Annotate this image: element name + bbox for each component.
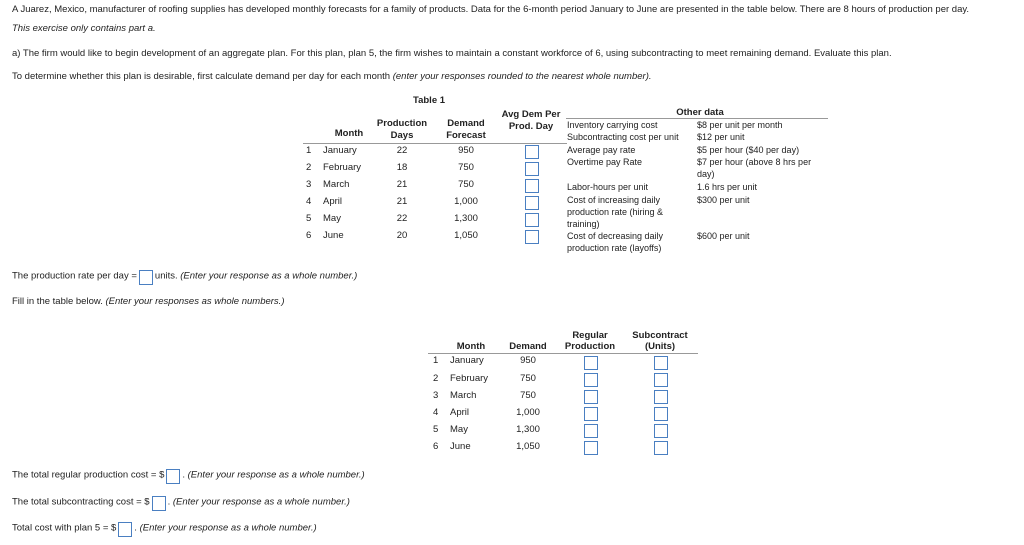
row-month: April: [450, 407, 470, 418]
t2-header-month: Month: [456, 341, 486, 352]
col-header-avg-dem: Avg Dem Per: [501, 109, 561, 120]
col-header-days: Days: [390, 130, 414, 141]
row-number: 4: [306, 196, 312, 207]
row-number: 4: [433, 407, 439, 418]
row-demand: 750: [458, 179, 474, 190]
total-cost-question: [12, 522, 317, 534]
regular-production-input-march[interactable]: [584, 390, 598, 404]
subcontract-cost-input[interactable]: [152, 496, 166, 511]
subcontract-cost-question: [12, 496, 350, 508]
table-2-header-divider: [428, 353, 698, 354]
row-month: February: [323, 162, 362, 173]
row-number: 3: [433, 390, 439, 401]
production-rate-question: [12, 270, 357, 282]
row-number: 6: [306, 230, 312, 241]
fill-table-hint: (Enter your responses as whole numbers.): [105, 296, 285, 307]
other-label: Overtime pay Rate: [567, 157, 643, 167]
row-month: May: [323, 213, 341, 224]
other-value: $12 per unit: [697, 132, 745, 142]
row-days: 21: [396, 196, 408, 207]
subcontract-input-may[interactable]: [654, 424, 668, 438]
subcontract-input-january[interactable]: [654, 356, 668, 370]
row-demand: 750: [458, 162, 474, 173]
instruction-hint: (enter your responses rounded to the nearest whole number).: [392, 71, 652, 82]
row-month: March: [323, 179, 350, 190]
row-month: April: [323, 196, 343, 207]
other-label: Cost of increasing daily: [567, 195, 661, 205]
subcontract-input-february[interactable]: [654, 373, 668, 387]
col-header-forecast: Forecast: [446, 130, 486, 141]
avg-demand-input-may[interactable]: [525, 213, 539, 227]
row-demand: 1,000: [454, 196, 478, 207]
row-demand: 950: [520, 355, 536, 366]
row-number: 2: [433, 373, 439, 384]
row-number: 3: [306, 179, 312, 190]
total-cost-input[interactable]: [118, 522, 132, 537]
total-cost-label: Total cost with plan 5 = $: [12, 522, 117, 534]
t2-header-units: (Units): [644, 341, 676, 352]
row-number: 1: [433, 355, 439, 366]
row-demand: 1,050: [516, 441, 540, 452]
col-header-other-data: Other data: [676, 107, 724, 118]
other-value: day): [697, 169, 715, 179]
intro-text: A Juarez, Mexico, manufacturer of roofing supplies has developed monthly forecasts for a family of products. Data for the 6-month period January to June are presented in the table below. There are 8 hours of production per day.: [12, 4, 970, 15]
avg-demand-input-june[interactable]: [525, 230, 539, 244]
t2-header-production: Production: [564, 341, 616, 352]
exercise-note: This exercise only contains part a.: [12, 23, 156, 34]
regular-production-input-april[interactable]: [584, 407, 598, 421]
other-label: Cost of decreasing daily: [567, 231, 664, 241]
row-days: 22: [396, 145, 408, 156]
row-number: 5: [433, 424, 439, 435]
t2-header-regular: Regular: [572, 330, 608, 341]
row-month: January: [323, 145, 357, 156]
row-number: 5: [306, 213, 312, 224]
regular-cost-label: The total regular production cost = $: [12, 469, 165, 481]
regular-production-input-january[interactable]: [584, 356, 598, 370]
row-number: 2: [306, 162, 312, 173]
row-demand: 1,000: [516, 407, 540, 418]
instruction-main: To determine whether this plan is desirable, first calculate demand per day for each month: [12, 71, 391, 82]
row-month: May: [450, 424, 468, 435]
production-rate-hint: (Enter your response as a whole number.): [180, 270, 358, 282]
subcontract-input-march[interactable]: [654, 390, 668, 404]
row-number: 1: [306, 145, 312, 156]
col-header-prod-day: Prod. Day: [508, 121, 554, 132]
other-label: Inventory carrying cost: [567, 120, 658, 130]
other-value: $7 per hour (above 8 hrs per: [697, 157, 812, 167]
avg-demand-input-march[interactable]: [525, 179, 539, 193]
col-header-production: Production: [376, 118, 428, 129]
avg-demand-input-april[interactable]: [525, 196, 539, 210]
other-data-divider: [566, 118, 828, 119]
col-header-demand: Demand: [447, 118, 485, 129]
instruction-text: [12, 71, 652, 82]
regular-production-input-june[interactable]: [584, 441, 598, 455]
subcontract-input-june[interactable]: [654, 441, 668, 455]
row-demand: 950: [458, 145, 474, 156]
other-label: Labor-hours per unit: [567, 182, 649, 192]
total-cost-period: .: [134, 522, 137, 534]
row-month: February: [450, 373, 489, 384]
avg-demand-input-february[interactable]: [525, 162, 539, 176]
total-cost-hint: (Enter your response as a whole number.): [139, 522, 317, 534]
subcontract-input-april[interactable]: [654, 407, 668, 421]
other-label: Subcontracting cost per unit: [567, 132, 679, 142]
other-label: training): [567, 219, 600, 229]
t2-header-demand: Demand: [509, 341, 547, 352]
row-demand: 750: [520, 390, 536, 401]
t2-header-subcontract: Subcontract: [632, 330, 688, 341]
row-month: March: [450, 390, 477, 401]
row-month: June: [450, 441, 471, 452]
row-days: 20: [396, 230, 408, 241]
regular-production-input-may[interactable]: [584, 424, 598, 438]
table-1-title: Table 1: [413, 95, 446, 106]
other-value: $8 per unit per month: [697, 120, 783, 130]
row-number: 6: [433, 441, 439, 452]
table-1-header-divider: [303, 143, 567, 144]
fill-table-prompt: [12, 296, 284, 307]
row-demand: 1,050: [454, 230, 478, 241]
row-days: 22: [396, 213, 408, 224]
regular-cost-question: [12, 469, 365, 481]
col-header-month: Month: [334, 128, 364, 139]
subcontract-cost-hint: (Enter your response as a whole number.): [172, 496, 350, 508]
production-rate-label: The production rate per day =: [12, 270, 137, 282]
other-value: $300 per unit: [697, 195, 750, 205]
other-label: Average pay rate: [567, 145, 636, 155]
regular-cost-input[interactable]: [166, 469, 180, 484]
row-days: 21: [396, 179, 408, 190]
other-label: production rate (layoffs): [567, 243, 662, 253]
subcontract-cost-period: .: [167, 496, 171, 508]
part-a-text: a) The firm would like to begin development of an aggregate plan. For this plan, plan 5, the firm wishes to maintain a constant workforce of 6, using subcontracting to meet remaining demand. Evaluate this plan.: [12, 48, 892, 59]
subcontract-cost-label: The total subcontracting cost = $: [12, 496, 150, 508]
row-demand: 1,300: [516, 424, 540, 435]
regular-cost-period: .: [182, 469, 185, 481]
regular-cost-hint: (Enter your response as a whole number.): [187, 469, 365, 481]
production-rate-units: units.: [154, 270, 178, 282]
row-demand: 750: [520, 373, 536, 384]
row-days: 18: [396, 162, 408, 173]
production-rate-input[interactable]: [139, 270, 153, 285]
row-month: June: [323, 230, 344, 241]
avg-demand-input-january[interactable]: [525, 145, 539, 159]
row-demand: 1,300: [454, 213, 478, 224]
other-label: production rate (hiring &: [567, 207, 664, 217]
row-month: January: [450, 355, 484, 366]
other-value: 1.6 hrs per unit: [697, 182, 758, 192]
other-value: $600 per unit: [697, 231, 750, 241]
fill-table-text: Fill in the table below.: [12, 296, 103, 307]
regular-production-input-february[interactable]: [584, 373, 598, 387]
other-value: $5 per hour ($40 per day): [697, 145, 800, 155]
